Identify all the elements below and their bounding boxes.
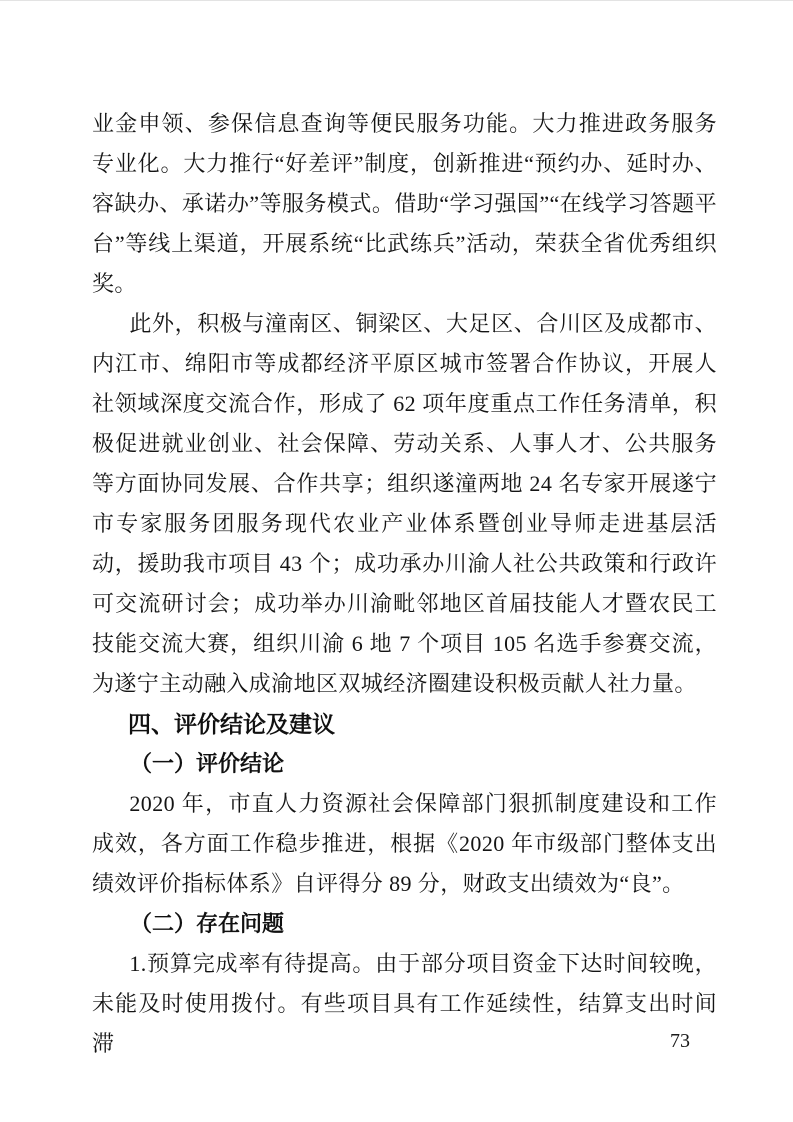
- body-paragraph-regional-cooperation: 此外，积极与潼南区、铜梁区、大足区、合川区及成都市、内江市、绵阳市等成都经济平原区城市签署合作协议，开展人社领域深度交流合作，形成了 62 项年度重点工作任务清单，积极促进就业创业、社会保障、劳动关系、人事人才、公共服务等方面协同发展、合作共享；组织遂潼两地 24 名专家开展遂宁市专家服务团服务现代农业产业体系暨创业导师走进基层活动，援助我市项目 43 个；成功承办川渝人社公共政策和行政许可交流研讨会；成功举办川渝毗邻地区首届技能人才暨农民工技能交流大赛，组织川渝 6 地 7 个项目 105 名选手参赛交流，为遂宁主动融入成渝地区双城经济圈建设积极贡献人社力量。: [92, 311, 717, 696]
- body-paragraph-evaluation-result: 2020 年，市直人力资源社会保障部门狠抓制度建设和工作成效，各方面工作稳步推进，根据《2020 年市级部门整体支出绩效评价指标体系》自评得分 89 分，财政支出绩效为“良”。: [92, 791, 717, 896]
- section-heading-conclusions-and-suggestions: 四、评价结论及建议: [128, 711, 335, 737]
- body-paragraph-budget-completion-issue: 1.预算完成率有待提高。由于部分项目资金下达时间较晚，未能及时使用拨付。有些项目具有工作延续性，结算支出时间滞: [92, 951, 717, 1056]
- document-content: [92, 104, 717, 1064]
- body-paragraph-services-continued: 业金申领、参保信息查询等便民服务功能。大力推进政务服务专业化。大力推行“好差评”制度，创新推进“预约办、延时办、容缺办、承诺办”等服务模式。借助“学习强国”“在线学习答题平台”等线上渠道，开展系统“比武练兵”活动，荣获全省优秀组织奖。: [92, 111, 717, 296]
- subsection-heading-evaluation-conclusion: （一）评价结论: [130, 751, 285, 776]
- page-number: 73: [670, 1030, 690, 1052]
- subsection-heading-existing-problems: （二）存在问题: [130, 911, 285, 936]
